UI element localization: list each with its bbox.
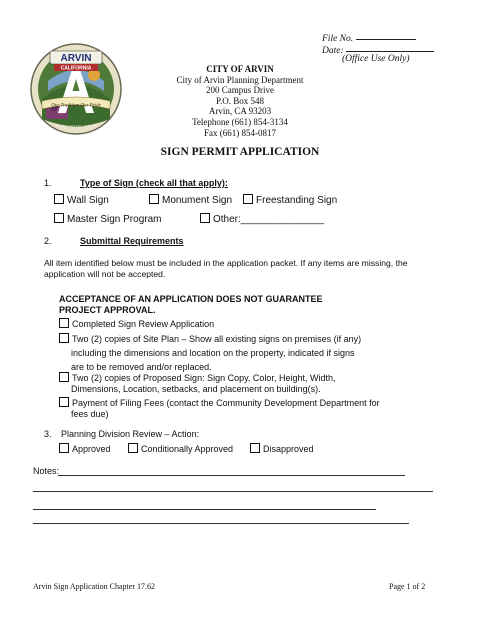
street-address: 200 Campus Drive bbox=[206, 85, 274, 96]
other-label: Other:_______________ bbox=[213, 214, 325, 225]
logo-name: ARVIN bbox=[60, 53, 92, 64]
requirement-text: fees due) bbox=[71, 409, 109, 419]
requirement-item[interactable] bbox=[59, 318, 214, 330]
logo-banner: Our Tradition Our Pride bbox=[51, 103, 101, 109]
acceptance-notice-line-2: PROJECT APPROVAL. bbox=[59, 305, 156, 315]
other-checkbox[interactable] bbox=[200, 213, 210, 223]
option-master-sign-program[interactable] bbox=[54, 213, 161, 225]
requirement-item[interactable] bbox=[59, 397, 380, 420]
requirement-checkbox[interactable] bbox=[59, 318, 69, 328]
section2-number: 2. bbox=[44, 236, 52, 246]
notes-line[interactable] bbox=[33, 491, 433, 492]
city-seal-logo bbox=[28, 41, 124, 137]
monument-sign-label: Monument Sign bbox=[162, 195, 233, 206]
option-freestanding-sign[interactable] bbox=[243, 194, 337, 206]
option-approved[interactable] bbox=[59, 443, 111, 454]
logo-state: CALIFORNIA bbox=[60, 65, 92, 72]
wall-sign-label: Wall Sign bbox=[67, 195, 109, 206]
requirement-text: Two (2) copies of Site Plan – Show all existing signs on premises (if any) bbox=[72, 334, 362, 344]
requirement-text: Completed Sign Review Application bbox=[72, 319, 215, 329]
section3-heading: Planning Division Review – Action: bbox=[61, 429, 200, 439]
requirement-checkbox[interactable] bbox=[59, 333, 69, 343]
disapproved-checkbox[interactable] bbox=[250, 443, 260, 453]
requirement-text: Payment of Filing Fees (contact the Community Development Department for bbox=[72, 398, 380, 408]
acceptance-notice-line-1: ACCEPTANCE OF AN APPLICATION DOES NOT GUARANTEE bbox=[59, 294, 323, 304]
section2-heading: Submittal Requirements bbox=[80, 236, 184, 246]
section1-number: 1. bbox=[44, 178, 52, 188]
option-wall-sign[interactable] bbox=[54, 194, 109, 206]
option-monument-sign[interactable] bbox=[149, 194, 232, 206]
freestanding-sign-checkbox[interactable] bbox=[243, 194, 253, 204]
notes-line[interactable] bbox=[33, 523, 409, 524]
office-use-note: (Office Use Only) bbox=[342, 54, 410, 64]
notes-line[interactable] bbox=[33, 509, 376, 510]
approved-label: Approved bbox=[72, 444, 111, 454]
conditionally-approved-label: Conditionally Approved bbox=[141, 444, 234, 454]
po-box: P.O. Box 548 bbox=[215, 95, 264, 106]
date-label: Date: bbox=[322, 46, 344, 56]
submittal-intro-line-1: All item identified below must be included in the application packet. If any items are missing, the bbox=[44, 258, 408, 268]
requirement-checkbox[interactable] bbox=[59, 397, 69, 407]
date-field[interactable] bbox=[346, 42, 434, 52]
requirement-item[interactable] bbox=[59, 333, 361, 373]
monument-sign-checkbox[interactable] bbox=[149, 194, 159, 204]
submittal-intro-line-2: application will not be accepted. bbox=[44, 269, 166, 279]
requirement-text: including the dimensions and location on the property, indicated if signs bbox=[71, 348, 355, 358]
freestanding-sign-label: Freestanding Sign bbox=[256, 195, 338, 206]
approved-checkbox[interactable] bbox=[59, 443, 69, 453]
file-number-label: File No. bbox=[322, 34, 354, 44]
file-number-field[interactable] bbox=[356, 30, 416, 40]
telephone: Telephone (661) 854-3134 bbox=[192, 116, 288, 127]
submittal-intro bbox=[44, 258, 408, 280]
requirement-item[interactable] bbox=[59, 372, 335, 395]
requirement-checkbox[interactable] bbox=[59, 372, 69, 382]
fax: Fax (661) 854-0817 bbox=[204, 127, 276, 138]
notes-line[interactable] bbox=[58, 475, 405, 476]
option-other[interactable] bbox=[200, 213, 324, 225]
wall-sign-checkbox[interactable] bbox=[54, 194, 64, 204]
department-name: City of Arvin Planning Department bbox=[176, 74, 304, 85]
logo-incorporated: Incorporated Dec. 21, 1960 bbox=[56, 124, 96, 128]
section1-heading: Type of Sign (check all that apply): bbox=[80, 178, 228, 188]
form-title: SIGN PERMIT APPLICATION bbox=[160, 146, 320, 158]
requirement-text: Dimensions, Location, setbacks, and placement on building(s). bbox=[71, 384, 321, 394]
acceptance-notice bbox=[59, 294, 323, 316]
city-name: CITY OF ARVIN bbox=[206, 64, 274, 74]
requirement-text: are to be removed and/or replaced. bbox=[71, 362, 212, 372]
option-conditionally-approved[interactable] bbox=[128, 443, 233, 454]
conditionally-approved-checkbox[interactable] bbox=[128, 443, 138, 453]
city-state-zip: Arvin, CA 93203 bbox=[208, 106, 272, 117]
city-address-block bbox=[130, 64, 350, 138]
section3-number: 3. bbox=[44, 429, 52, 439]
disapproved-label: Disapproved bbox=[263, 444, 314, 454]
requirement-text: Two (2) copies of Proposed Sign: Sign Copy, Color, Height, Width, bbox=[72, 373, 336, 383]
master-sign-program-checkbox[interactable] bbox=[54, 213, 64, 223]
notes-label: Notes: bbox=[33, 466, 60, 476]
footer-page-number: Page 1 of 2 bbox=[389, 582, 426, 591]
option-disapproved[interactable] bbox=[250, 443, 314, 454]
footer-document-id: Arvin Sign Application Chapter 17.62 bbox=[33, 582, 155, 591]
master-sign-program-label: Master Sign Program bbox=[67, 214, 162, 225]
